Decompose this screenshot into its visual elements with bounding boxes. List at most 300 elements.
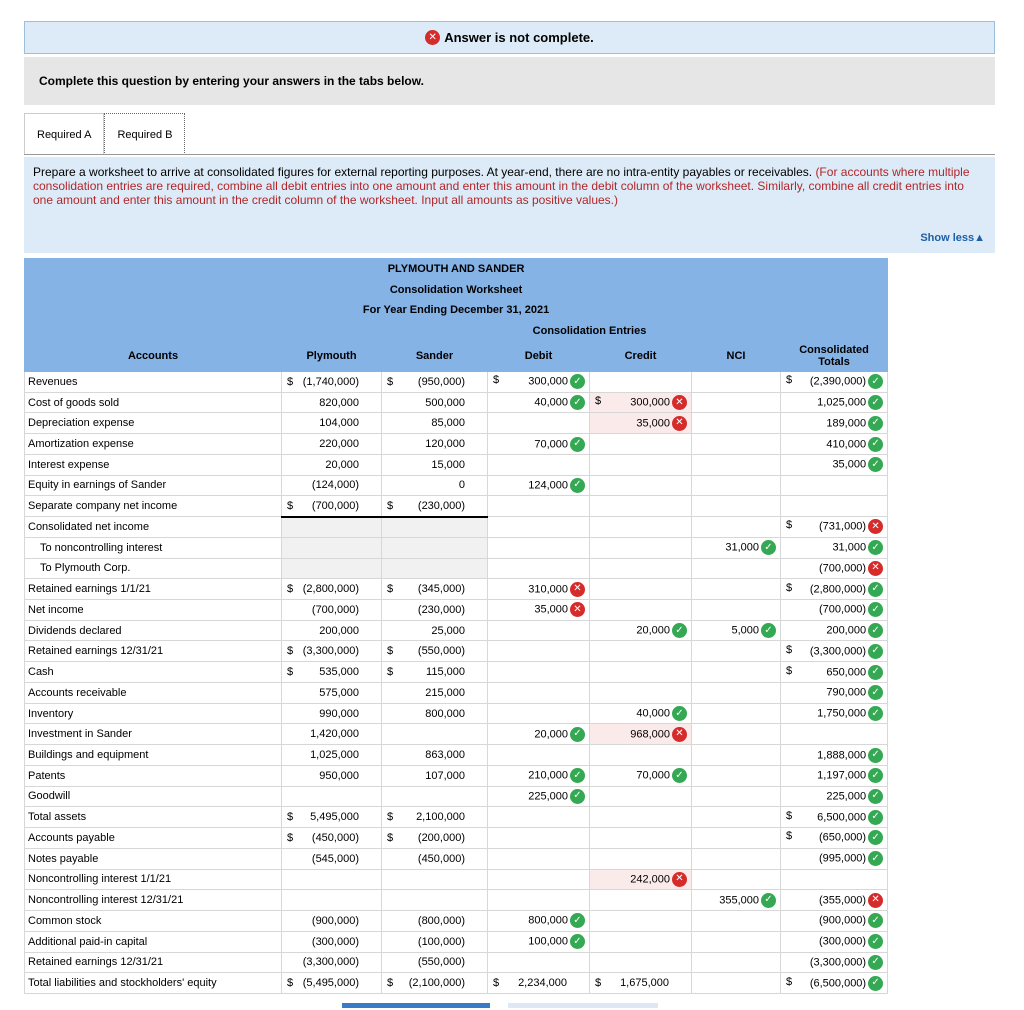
account-label: Goodwill xyxy=(25,786,282,807)
consolidated-total-input[interactable] xyxy=(781,828,888,849)
cell-value: 20,000 xyxy=(534,728,568,741)
cell-value: 40,000 xyxy=(534,396,568,409)
nci-input[interactable] xyxy=(692,848,781,869)
check-icon: ✓ xyxy=(868,644,883,659)
cell-value: 35,000 xyxy=(534,603,568,616)
sander-cell xyxy=(382,869,488,890)
answer-status-text: Answer is not complete. xyxy=(444,30,594,45)
debit-input[interactable] xyxy=(488,537,590,558)
cell-value: (650,000) xyxy=(819,831,867,844)
consolidated-total-input[interactable] xyxy=(781,496,888,517)
sander-cell xyxy=(382,454,488,475)
nci-input[interactable] xyxy=(692,620,781,641)
check-icon: ✓ xyxy=(868,748,883,763)
nci-input[interactable] xyxy=(692,537,781,558)
x-icon: ✕ xyxy=(672,727,687,742)
currency-symbol: $ xyxy=(493,977,500,990)
debit-input[interactable] xyxy=(488,434,590,455)
cell-value: 20,000 xyxy=(636,624,670,637)
cell-value: (800,000) xyxy=(417,914,465,927)
consolidated-total-input[interactable] xyxy=(781,911,888,932)
sander-cell xyxy=(382,848,488,869)
consolidated-total-input[interactable] xyxy=(781,620,888,641)
nci-input[interactable] xyxy=(692,952,781,973)
debit-input[interactable] xyxy=(488,848,590,869)
currency-symbol: $ xyxy=(387,666,394,679)
tab-required-a[interactable]: Required A xyxy=(24,113,104,155)
cell-value: (550,000) xyxy=(417,645,465,658)
debit-input[interactable] xyxy=(488,745,590,766)
nci-input[interactable] xyxy=(692,600,781,621)
consolidated-total-input[interactable] xyxy=(781,703,888,724)
plymouth-cell xyxy=(282,413,382,434)
cell-value: 300,000 xyxy=(528,375,568,388)
sander-cell xyxy=(382,434,488,455)
sander-cell xyxy=(382,911,488,932)
credit-input[interactable] xyxy=(590,952,692,973)
debit-input[interactable] xyxy=(488,807,590,828)
worksheet-row xyxy=(25,641,888,662)
debit-input[interactable] xyxy=(488,703,590,724)
debit-input[interactable] xyxy=(488,517,590,538)
account-label: Patents xyxy=(25,765,282,786)
credit-input[interactable] xyxy=(590,600,692,621)
debit-input[interactable] xyxy=(488,869,590,890)
sander-cell xyxy=(382,682,488,703)
debit-input[interactable] xyxy=(488,454,590,475)
prompt-text: Complete this question by entering your answers in the tabs below. xyxy=(39,74,424,88)
cell-value: (995,000) xyxy=(819,852,867,865)
nci-input[interactable] xyxy=(692,682,781,703)
cell-value: (1,740,000) xyxy=(302,375,359,388)
check-icon: ✓ xyxy=(868,457,883,472)
debit-input[interactable] xyxy=(488,931,590,952)
worksheet-row xyxy=(25,413,888,434)
consolidated-total-input[interactable] xyxy=(781,765,888,786)
worksheet-row xyxy=(25,703,888,724)
consolidated-total-input[interactable] xyxy=(781,475,888,496)
nci-input[interactable] xyxy=(692,828,781,849)
cell-value: 31,000 xyxy=(832,541,867,554)
scroll-indicator-track[interactable] xyxy=(508,1003,658,1008)
cell-value: (6,500,000) xyxy=(809,977,867,989)
plymouth-cell xyxy=(282,745,382,766)
cell-value: (700,000) xyxy=(311,499,359,512)
consolidated-total-input[interactable] xyxy=(781,371,888,392)
check-icon: ✓ xyxy=(570,437,585,452)
sander-cell xyxy=(382,724,488,745)
debit-input[interactable] xyxy=(488,413,590,434)
instructions-main: Prepare a worksheet to arrive at consolidated figures for external reporting purposes. At year-end, there are no intra-entity payables or receivables. xyxy=(33,165,813,179)
plymouth-cell xyxy=(282,496,382,517)
check-icon: ✓ xyxy=(868,810,883,825)
nci-input[interactable] xyxy=(692,807,781,828)
debit-input[interactable] xyxy=(488,828,590,849)
cell-value: 310,000 xyxy=(528,583,568,596)
debit-input[interactable] xyxy=(488,558,590,579)
check-icon: ✓ xyxy=(868,416,883,431)
cell-value: 0 xyxy=(458,479,465,492)
consolidated-total-input[interactable] xyxy=(781,558,888,579)
credit-input[interactable] xyxy=(590,745,692,766)
consolidated-total-input[interactable] xyxy=(781,848,888,869)
consolidated-total-input[interactable] xyxy=(781,413,888,434)
nci-input[interactable] xyxy=(692,765,781,786)
nci-input[interactable] xyxy=(692,413,781,434)
credit-input[interactable] xyxy=(590,579,692,600)
sander-cell xyxy=(382,828,488,849)
cell-value: 5,495,000 xyxy=(310,811,359,824)
x-icon: ✕ xyxy=(672,872,687,887)
cell-value: 1,888,000 xyxy=(817,748,867,761)
nci-input[interactable] xyxy=(692,703,781,724)
check-icon: ✓ xyxy=(868,395,883,410)
cell-value: (3,300,000) xyxy=(302,645,359,658)
nci-input[interactable] xyxy=(692,973,781,994)
debit-input[interactable] xyxy=(488,600,590,621)
cell-value: (700,000) xyxy=(311,603,359,616)
cell-value: (345,000) xyxy=(417,583,465,596)
x-icon: ✕ xyxy=(868,561,883,576)
cell-value: 2,100,000 xyxy=(416,811,465,824)
sander-cell xyxy=(382,620,488,641)
check-icon: ✓ xyxy=(868,665,883,680)
consolidated-total-input[interactable] xyxy=(781,517,888,538)
debit-input[interactable] xyxy=(488,682,590,703)
credit-input[interactable] xyxy=(590,973,692,994)
credit-input[interactable] xyxy=(590,869,692,890)
debit-input[interactable] xyxy=(488,724,590,745)
nci-input[interactable] xyxy=(692,662,781,683)
credit-input[interactable] xyxy=(590,620,692,641)
account-label: Notes payable xyxy=(25,848,282,869)
sander-cell xyxy=(382,931,488,952)
account-label: To noncontrolling interest xyxy=(25,537,282,558)
consolidation-entries-header: Consolidation Entries xyxy=(488,321,692,342)
currency-symbol: $ xyxy=(387,977,394,990)
check-icon: ✓ xyxy=(868,540,883,555)
nci-input[interactable] xyxy=(692,496,781,517)
consolidated-total-input[interactable] xyxy=(781,600,888,621)
consolidated-total-input[interactable] xyxy=(781,931,888,952)
cell-value: (700,000) xyxy=(819,562,867,575)
credit-input[interactable] xyxy=(590,807,692,828)
plymouth-cell xyxy=(282,475,382,496)
nci-input[interactable] xyxy=(692,786,781,807)
answer-status-banner xyxy=(24,21,995,54)
nci-input[interactable] xyxy=(692,371,781,392)
cell-value: 107,000 xyxy=(425,769,465,782)
cell-value: 200,000 xyxy=(319,624,359,637)
tab-bar xyxy=(24,113,185,155)
debit-input[interactable] xyxy=(488,786,590,807)
consolidated-total-input[interactable] xyxy=(781,724,888,745)
cell-value: 189,000 xyxy=(826,417,867,430)
account-label: Total assets xyxy=(25,807,282,828)
cell-value: 863,000 xyxy=(425,749,465,762)
plymouth-cell xyxy=(282,703,382,724)
cell-value: 968,000 xyxy=(630,728,670,741)
worksheet-row xyxy=(25,434,888,455)
nci-input[interactable] xyxy=(692,890,781,911)
sander-cell xyxy=(382,413,488,434)
check-icon: ✓ xyxy=(868,789,883,804)
cell-value: (355,000) xyxy=(819,894,867,907)
nci-input[interactable] xyxy=(692,869,781,890)
account-label: Noncontrolling interest 12/31/21 xyxy=(25,890,282,911)
consolidated-total-input[interactable] xyxy=(781,745,888,766)
nci-input[interactable] xyxy=(692,724,781,745)
credit-input[interactable] xyxy=(590,392,692,413)
check-icon: ✓ xyxy=(570,374,585,389)
cell-value: 35,000 xyxy=(636,417,670,430)
consolidated-total-input[interactable] xyxy=(781,579,888,600)
header-plymouth: Plymouth xyxy=(282,341,382,371)
cell-value: 200,000 xyxy=(826,624,867,637)
account-label: Accounts receivable xyxy=(25,682,282,703)
plymouth-cell xyxy=(282,454,382,475)
cell-value: (230,000) xyxy=(417,499,465,512)
credit-input[interactable] xyxy=(590,662,692,683)
check-icon: ✓ xyxy=(868,913,883,928)
worksheet-row xyxy=(25,537,888,558)
consolidated-total-input[interactable] xyxy=(781,434,888,455)
nci-input[interactable] xyxy=(692,931,781,952)
cell-value: 1,025,000 xyxy=(310,749,359,762)
worksheet-row xyxy=(25,517,888,538)
consolidated-total-input[interactable] xyxy=(781,869,888,890)
credit-input[interactable] xyxy=(590,434,692,455)
check-icon: ✓ xyxy=(868,623,883,638)
sander-cell xyxy=(382,890,488,911)
cell-value: 210,000 xyxy=(528,769,568,782)
nci-input[interactable] xyxy=(692,911,781,932)
cell-value: (300,000) xyxy=(311,935,359,948)
debit-input[interactable] xyxy=(488,371,590,392)
currency-symbol: $ xyxy=(287,666,294,679)
debit-input[interactable] xyxy=(488,911,590,932)
cell-value: 1,025,000 xyxy=(817,396,867,409)
debit-input[interactable] xyxy=(488,952,590,973)
nci-input[interactable] xyxy=(692,392,781,413)
currency-symbol: $ xyxy=(387,645,394,658)
sander-cell xyxy=(382,600,488,621)
nci-input[interactable] xyxy=(692,454,781,475)
consolidated-total-input[interactable] xyxy=(781,537,888,558)
check-icon: ✓ xyxy=(570,395,585,410)
currency-symbol: $ xyxy=(287,645,294,658)
plymouth-cell xyxy=(282,911,382,932)
worksheet-row xyxy=(25,765,888,786)
check-icon: ✓ xyxy=(570,934,585,949)
credit-input[interactable] xyxy=(590,413,692,434)
consolidated-total-input[interactable] xyxy=(781,454,888,475)
account-label: Cash xyxy=(25,662,282,683)
credit-input[interactable] xyxy=(590,703,692,724)
plymouth-cell xyxy=(282,890,382,911)
consolidated-total-input[interactable] xyxy=(781,662,888,683)
worksheet-row xyxy=(25,807,888,828)
plymouth-cell xyxy=(282,392,382,413)
debit-input[interactable] xyxy=(488,662,590,683)
credit-input[interactable] xyxy=(590,558,692,579)
credit-input[interactable] xyxy=(590,931,692,952)
cell-value: 1,197,000 xyxy=(817,769,867,782)
credit-input[interactable] xyxy=(590,371,692,392)
credit-input[interactable] xyxy=(590,454,692,475)
account-label: Investment in Sander xyxy=(25,724,282,745)
currency-symbol: $ xyxy=(786,374,793,387)
check-icon: ✓ xyxy=(570,478,585,493)
consolidated-total-input[interactable] xyxy=(781,890,888,911)
worksheet-row xyxy=(25,579,888,600)
account-label: Amortization expense xyxy=(25,434,282,455)
header-credit: Credit xyxy=(590,341,692,371)
plymouth-cell xyxy=(282,869,382,890)
cell-value: 1,675,000 xyxy=(620,977,669,990)
account-label: Revenues xyxy=(25,371,282,392)
credit-input[interactable] xyxy=(590,848,692,869)
debit-input[interactable] xyxy=(488,496,590,517)
check-icon: ✓ xyxy=(761,623,776,638)
nci-input[interactable] xyxy=(692,517,781,538)
account-label: Retained earnings 12/31/21 xyxy=(25,641,282,662)
nci-input[interactable] xyxy=(692,745,781,766)
cell-value: 800,000 xyxy=(528,914,568,927)
currency-symbol: $ xyxy=(786,975,793,988)
cell-value: 35,000 xyxy=(832,458,867,471)
check-icon: ✓ xyxy=(868,768,883,783)
consolidated-total-input[interactable] xyxy=(781,682,888,703)
currency-symbol: $ xyxy=(287,811,294,824)
worksheet-row xyxy=(25,973,888,994)
plymouth-cell xyxy=(282,973,382,994)
sander-cell xyxy=(382,537,488,558)
cell-value: 242,000 xyxy=(630,873,670,886)
cell-value: 220,000 xyxy=(319,438,359,450)
worksheet-row xyxy=(25,911,888,932)
x-icon: ✕ xyxy=(570,582,585,597)
cell-value: 225,000 xyxy=(528,790,568,803)
sander-cell xyxy=(382,392,488,413)
tab-required-b[interactable]: Required B xyxy=(104,113,185,155)
consolidated-total-input[interactable] xyxy=(781,641,888,662)
currency-symbol: $ xyxy=(387,811,394,824)
credit-input[interactable] xyxy=(590,537,692,558)
nci-input[interactable] xyxy=(692,579,781,600)
plymouth-cell xyxy=(282,931,382,952)
sander-cell xyxy=(382,745,488,766)
credit-input[interactable] xyxy=(590,517,692,538)
consolidated-total-input[interactable] xyxy=(781,807,888,828)
check-icon: ✓ xyxy=(570,727,585,742)
credit-input[interactable] xyxy=(590,911,692,932)
worksheet-row xyxy=(25,786,888,807)
consolidated-total-input[interactable] xyxy=(781,973,888,994)
cell-value: 2,234,000 xyxy=(518,977,567,990)
worksheet-row xyxy=(25,745,888,766)
plymouth-cell xyxy=(282,558,382,579)
sander-cell xyxy=(382,952,488,973)
sander-cell xyxy=(382,786,488,807)
debit-input[interactable] xyxy=(488,765,590,786)
credit-input[interactable] xyxy=(590,641,692,662)
credit-input[interactable] xyxy=(590,890,692,911)
scroll-indicator-active[interactable] xyxy=(342,1003,490,1008)
currency-symbol: $ xyxy=(595,395,602,408)
consolidated-total-input[interactable] xyxy=(781,392,888,413)
cell-value: (100,000) xyxy=(417,935,465,948)
debit-input[interactable] xyxy=(488,475,590,496)
cell-value: 120,000 xyxy=(425,438,465,450)
question-prompt xyxy=(24,57,995,105)
credit-input[interactable] xyxy=(590,765,692,786)
credit-input[interactable] xyxy=(590,682,692,703)
plymouth-cell xyxy=(282,434,382,455)
cell-value: 104,000 xyxy=(319,417,359,430)
cell-value: (900,000) xyxy=(311,914,359,927)
cell-value: 1,750,000 xyxy=(817,707,867,720)
debit-input[interactable] xyxy=(488,620,590,641)
worksheet-subtitle: Consolidation Worksheet xyxy=(25,279,888,300)
cell-value: 650,000 xyxy=(826,665,867,678)
debit-input[interactable] xyxy=(488,641,590,662)
header-sander: Sander xyxy=(382,341,488,371)
credit-input[interactable] xyxy=(590,786,692,807)
sander-cell xyxy=(382,475,488,496)
cell-value: 500,000 xyxy=(425,396,465,409)
plymouth-cell xyxy=(282,620,382,641)
plymouth-cell xyxy=(282,807,382,828)
account-label: Additional paid-in capital xyxy=(25,931,282,952)
credit-input[interactable] xyxy=(590,828,692,849)
check-icon: ✓ xyxy=(868,582,883,597)
nci-input[interactable] xyxy=(692,434,781,455)
consolidated-total-input[interactable] xyxy=(781,952,888,973)
check-icon: ✓ xyxy=(570,913,585,928)
debit-input[interactable] xyxy=(488,973,590,994)
cell-value: (124,000) xyxy=(311,479,359,492)
debit-input[interactable] xyxy=(488,392,590,413)
credit-input[interactable] xyxy=(590,475,692,496)
credit-input[interactable] xyxy=(590,496,692,517)
sander-cell xyxy=(382,765,488,786)
currency-symbol: $ xyxy=(287,977,294,990)
cell-value: 85,000 xyxy=(431,417,465,430)
account-label: Interest expense xyxy=(25,454,282,475)
currency-symbol: $ xyxy=(387,375,394,388)
credit-input[interactable] xyxy=(590,724,692,745)
debit-input[interactable] xyxy=(488,890,590,911)
plymouth-cell xyxy=(282,952,382,973)
consolidated-total-input[interactable] xyxy=(781,786,888,807)
nci-input[interactable] xyxy=(692,641,781,662)
worksheet-row xyxy=(25,558,888,579)
x-icon: ✕ xyxy=(570,602,585,617)
nci-input[interactable] xyxy=(692,475,781,496)
show-less-link[interactable]: Show less▲ xyxy=(920,232,985,244)
worksheet-row xyxy=(25,931,888,952)
consolidation-worksheet xyxy=(24,258,888,994)
cell-value: 25,000 xyxy=(431,624,465,637)
account-label: Accounts payable xyxy=(25,828,282,849)
sander-cell xyxy=(382,641,488,662)
nci-input[interactable] xyxy=(692,558,781,579)
cell-value: 1,420,000 xyxy=(310,728,359,741)
instructions-panel xyxy=(24,157,995,253)
debit-input[interactable] xyxy=(488,579,590,600)
account-label: Noncontrolling interest 1/1/21 xyxy=(25,869,282,890)
